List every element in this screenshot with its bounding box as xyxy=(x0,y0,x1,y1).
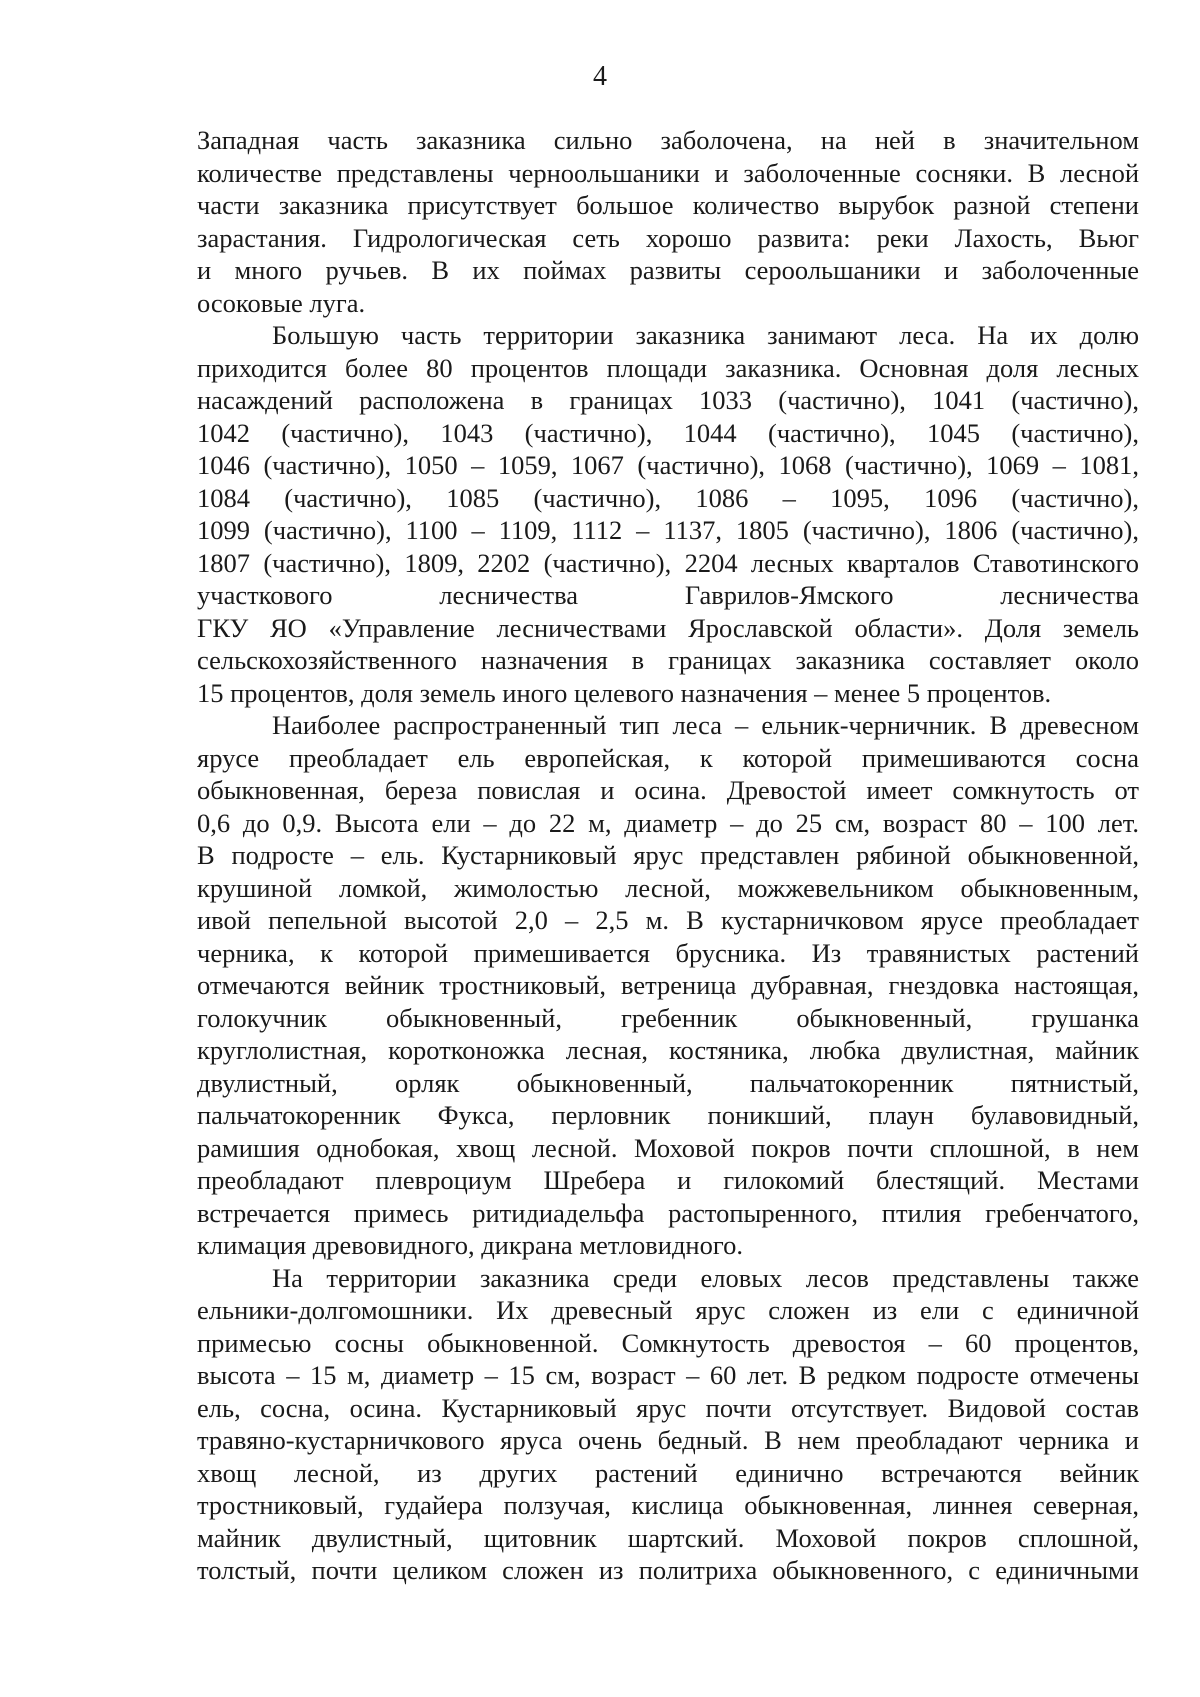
text-line: 15 процентов, доля земель иного целевого назначения – менее 5 процентов. xyxy=(197,677,1052,708)
text-line: высота – 15 м, диаметр – 15 см, возраст – 60 лет. В редком подросте отмечены xyxy=(197,1360,1139,1390)
text-line: 0,6 до 0,9. Высота ели – до 22 м, диаметр – до 25 см, возраст 80 – 100 лет. xyxy=(197,807,1139,838)
text-line: климация древовидного, дикрана метловидного. xyxy=(197,1230,743,1260)
text-line: тростниковый, гудайера ползучая, кислица обыкновенная, линнея северная, xyxy=(197,1490,1139,1520)
text-line: 1084 (частично), 1085 (частично), 1086 – 1095, 1096 (частично), xyxy=(197,482,1139,513)
paragraph-2 xyxy=(197,319,1139,709)
paragraph-1 xyxy=(197,124,1139,319)
text-line: осоковые луга. xyxy=(197,287,366,318)
text-line: На территории заказника среди еловых лесов представлены также xyxy=(272,1262,1139,1293)
text-line: черника, к которой примешивается брусника. Из травянистых растений xyxy=(197,937,1139,968)
text-line: примесью сосны обыкновенной. Сомкнутость древостоя – 60 процентов, xyxy=(197,1327,1139,1358)
text-line: ярусе преобладает ель европейская, к которой примешиваются сосна xyxy=(197,742,1139,773)
paragraph-3 xyxy=(197,709,1139,1262)
text-line: насаждений расположена в границах 1033 (частично), 1041 (частично), xyxy=(197,385,1139,415)
text-line: круглолистная, коротконожка лесная, костяника, любка двулистная, майник xyxy=(197,1035,1139,1065)
text-line: и много ручьев. В их поймах развиты сероольшаники и заболоченные xyxy=(197,255,1139,285)
text-line: Большую часть территории заказника занимают леса. На их долю xyxy=(272,320,1139,350)
text-line: 1099 (частично), 1100 – 1109, 1112 – 1137, 1805 (частично), 1806 (частично), xyxy=(197,515,1139,545)
page-number: 4 xyxy=(593,61,607,92)
text-line: 1042 (частично), 1043 (частично), 1044 (частично), 1045 (частично), xyxy=(197,417,1139,448)
text-line: количестве представлены черноольшаники и заболоченные сосняки. В лесной xyxy=(197,157,1139,188)
text-line: ельники-долгомошники. Их древесный ярус сложен из ели с единичной xyxy=(197,1295,1139,1325)
text-line: голокучник обыкновенный, гребенник обыкновенный, грушанка xyxy=(197,1002,1139,1033)
text-line: майник двулистный, щитовник шартский. Моховой покров сплошной, xyxy=(197,1522,1139,1553)
text-line: травяно-кустарничкового яруса очень бедный. В нем преобладают черника и xyxy=(197,1425,1139,1455)
text-line: ивой пепельной высотой 2,0 – 2,5 м. В кустарничковом ярусе преобладает xyxy=(197,905,1139,935)
text-line: Наиболее распространенный тип леса – ельник-черничник. В древесном xyxy=(272,710,1139,740)
text-line: толстый, почти целиком сложен из политриха обыкновенного, с единичными xyxy=(197,1555,1139,1585)
text-line: обыкновенная, береза повислая и осина. Древостой имеет сомкнутость от xyxy=(197,775,1139,805)
text-line: 1046 (частично), 1050 – 1059, 1067 (частично), 1068 (частично), 1069 – 1081, xyxy=(197,450,1139,480)
text-line: хвощ лесной, из других растений единично встречаются вейник xyxy=(197,1457,1139,1488)
text-line: В подросте – ель. Кустарниковый ярус представлен рябиной обыкновенной, xyxy=(197,840,1139,870)
text-line: преобладают плевроциум Шребера и гилокомий блестящий. Местами xyxy=(197,1165,1139,1195)
text-line: отмечаются вейник тростниковый, ветреница дубравная, гнездовка настоящая, xyxy=(197,970,1139,1000)
text-line: ель, сосна, осина. Кустарниковый ярус почти отсутствует. Видовой состав xyxy=(197,1392,1139,1423)
body-text xyxy=(197,124,1139,1587)
text-line: 1807 (частично), 1809, 2202 (частично), 2204 лесных кварталов Ставотинского xyxy=(197,547,1139,578)
text-line: приходится более 80 процентов площади заказника. Основная доля лесных xyxy=(197,352,1139,383)
text-line: встречается примесь ритидиадельфа растопыренного, птилия гребенчатого, xyxy=(197,1197,1139,1228)
text-line: крушиной ломкой, жимолостью лесной, можжевельником обыкновенным, xyxy=(197,872,1139,903)
text-line: рамишия однобокая, хвощ лесной. Моховой покров почти сплошной, в нем xyxy=(197,1132,1139,1163)
text-line: ГКУ ЯО «Управление лесничествами Ярославской области». Доля земель xyxy=(197,612,1139,643)
text-line: зарастания. Гидрологическая сеть хорошо развита: реки Лахость, Вьюг xyxy=(197,222,1139,253)
text-line: участкового лесничества Гаврилов-Ямского лесничества xyxy=(197,580,1139,610)
text-line: двулистный, орляк обыкновенный, пальчатокоренник пятнистый, xyxy=(197,1067,1139,1098)
text-line: Западная часть заказника сильно заболочена, на ней в значительном xyxy=(197,125,1139,155)
paragraph-4 xyxy=(197,1262,1139,1587)
text-line: части заказника присутствует большое количество вырубок разной степени xyxy=(197,190,1139,220)
text-line: пальчатокоренник Фукса, перловник поникший, плаун булавовидный, xyxy=(197,1100,1139,1130)
text-line: сельскохозяйственного назначения в границах заказника составляет около xyxy=(197,645,1139,675)
